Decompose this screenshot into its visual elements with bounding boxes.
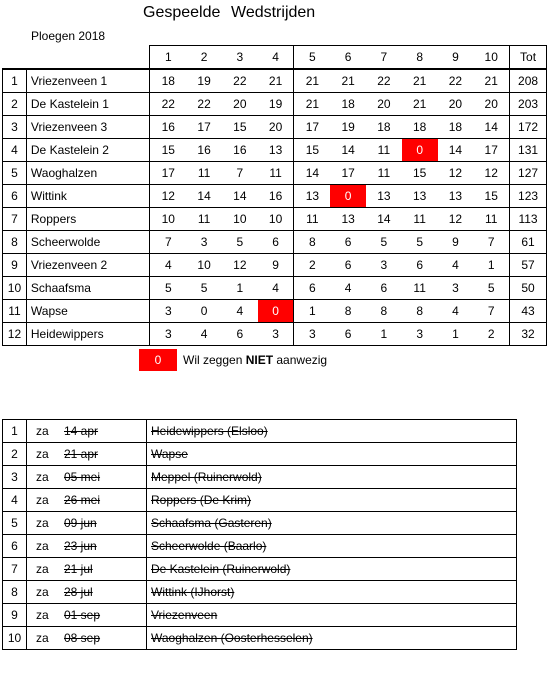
- schedule-row: [3, 489, 517, 512]
- team-score: 16: [186, 139, 222, 162]
- schedule-day: za: [36, 585, 49, 599]
- team-score: 17: [186, 116, 222, 139]
- team-name: Wittink: [26, 185, 150, 208]
- team-score: 7: [473, 300, 509, 323]
- round-header-4: 4: [258, 46, 294, 70]
- schedule-opponent: Vriezenveen: [147, 604, 517, 627]
- schedule-date: [27, 512, 147, 535]
- schedule-opponent: De Kastelein (Ruinerwold): [147, 558, 517, 581]
- team-score: 0: [258, 300, 294, 323]
- legend-text: Wil zeggen NIET aanwezig: [183, 353, 328, 367]
- team-score: 11: [402, 277, 438, 300]
- team-score: 11: [366, 162, 402, 185]
- team-score: 13: [294, 185, 330, 208]
- schedule-date: [27, 466, 147, 489]
- team-score: 13: [438, 185, 474, 208]
- title-part1: Gespeelde: [143, 4, 221, 21]
- schedule-number: 3: [3, 466, 27, 489]
- team-score: 19: [186, 69, 222, 93]
- team-score: 7: [222, 162, 258, 185]
- team-total: 127: [510, 162, 547, 185]
- team-score: 11: [402, 208, 438, 231]
- schedule-day: za: [36, 493, 49, 507]
- team-score: 17: [294, 116, 330, 139]
- team-row: [3, 208, 547, 231]
- team-score: 16: [222, 139, 258, 162]
- team-score: 0: [330, 185, 366, 208]
- schedule-day: za: [36, 470, 49, 484]
- schedule-number: 9: [3, 604, 27, 627]
- team-score: 3: [438, 277, 474, 300]
- team-total: 61: [510, 231, 547, 254]
- team-score: 6: [294, 277, 330, 300]
- team-score: 0: [402, 139, 438, 162]
- team-score: 21: [294, 93, 330, 116]
- schedule-date-text: 05 mei: [64, 470, 101, 484]
- team-rank: 11: [3, 300, 27, 323]
- team-score: 21: [258, 69, 294, 93]
- team-score: 1: [473, 254, 509, 277]
- round-header-3: 3: [222, 46, 258, 70]
- team-score: 17: [330, 162, 366, 185]
- schedule-day: za: [36, 516, 49, 530]
- schedule-number: 2: [3, 443, 27, 466]
- team-score: 4: [330, 277, 366, 300]
- team-row: [3, 254, 547, 277]
- schedule-date: [27, 443, 147, 466]
- schedule-date: [27, 420, 147, 443]
- team-score: 6: [258, 231, 294, 254]
- team-row: [3, 323, 547, 346]
- team-score: 19: [330, 116, 366, 139]
- schedule-date-text: 23 jun: [64, 539, 97, 553]
- schedule-number: 4: [3, 489, 27, 512]
- team-score: 21: [402, 69, 438, 93]
- round-header-9: 9: [438, 46, 474, 70]
- team-score: 10: [222, 208, 258, 231]
- team-score: 16: [150, 116, 186, 139]
- team-score: 14: [222, 185, 258, 208]
- team-score: 7: [150, 231, 186, 254]
- team-row: [3, 300, 547, 323]
- team-score: 1: [222, 277, 258, 300]
- team-score: 6: [330, 254, 366, 277]
- team-rank: 6: [3, 185, 27, 208]
- team-row: [3, 231, 547, 254]
- team-score: 11: [186, 162, 222, 185]
- team-row: [3, 116, 547, 139]
- team-score: 22: [366, 69, 402, 93]
- team-row: [3, 277, 547, 300]
- team-score: 20: [438, 93, 474, 116]
- team-score: 6: [366, 277, 402, 300]
- team-score: 3: [186, 231, 222, 254]
- round-header-5: 5: [294, 46, 330, 70]
- team-name: De Kastelein 2: [26, 139, 150, 162]
- team-rank: 8: [3, 231, 27, 254]
- team-score: 20: [258, 116, 294, 139]
- team-rank: 2: [3, 93, 27, 116]
- team-name: Schaafsma: [26, 277, 150, 300]
- team-score: 15: [150, 139, 186, 162]
- schedule-row: [3, 443, 517, 466]
- team-name: Vriezenveen 1: [26, 69, 150, 93]
- team-score: 22: [186, 93, 222, 116]
- schedule-row: [3, 604, 517, 627]
- team-score: 4: [438, 254, 474, 277]
- teams-header-label: Ploegen 2018: [31, 29, 106, 43]
- team-score: 15: [473, 185, 509, 208]
- team-score: 15: [294, 139, 330, 162]
- team-name: De Kastelein 1: [26, 93, 150, 116]
- team-score: 6: [330, 323, 366, 346]
- round-header-2: 2: [186, 46, 222, 70]
- schedule-number: 5: [3, 512, 27, 535]
- team-score: 3: [258, 323, 294, 346]
- team-score: 10: [150, 208, 186, 231]
- team-score: 6: [402, 254, 438, 277]
- schedule-number: 7: [3, 558, 27, 581]
- schedule-opponent: Heidewippers (Elsloo): [147, 420, 517, 443]
- team-total: 50: [510, 277, 547, 300]
- team-score: 13: [330, 208, 366, 231]
- team-score: 9: [258, 254, 294, 277]
- team-name: Vriezenveen 2: [26, 254, 150, 277]
- scores-table: [2, 45, 547, 346]
- schedule-row: [3, 512, 517, 535]
- team-rank: 4: [3, 139, 27, 162]
- team-total: 32: [510, 323, 547, 346]
- team-score: 5: [473, 277, 509, 300]
- scores-header-row: [3, 46, 547, 70]
- team-score: 18: [330, 93, 366, 116]
- team-score: 11: [294, 208, 330, 231]
- team-score: 22: [150, 93, 186, 116]
- team-score: 12: [438, 162, 474, 185]
- team-score: 12: [438, 208, 474, 231]
- schedule-day: za: [36, 608, 49, 622]
- team-row: [3, 162, 547, 185]
- team-score: 2: [473, 323, 509, 346]
- team-score: 14: [366, 208, 402, 231]
- schedule-row: [3, 535, 517, 558]
- team-score: 4: [222, 300, 258, 323]
- team-score: 14: [473, 116, 509, 139]
- team-score: 22: [438, 69, 474, 93]
- team-name: Vriezenveen 3: [26, 116, 150, 139]
- team-score: 3: [150, 323, 186, 346]
- team-name: Wapse: [26, 300, 150, 323]
- team-score: 0: [186, 300, 222, 323]
- team-rank: 10: [3, 277, 27, 300]
- team-total: 208: [510, 69, 547, 93]
- schedule-row: [3, 581, 517, 604]
- team-score: 3: [366, 254, 402, 277]
- team-score: 21: [294, 69, 330, 93]
- round-header-6: 6: [330, 46, 366, 70]
- team-row: [3, 139, 547, 162]
- team-score: 10: [186, 254, 222, 277]
- schedule-row: [3, 466, 517, 489]
- schedule-day: za: [36, 631, 49, 645]
- team-score: 18: [402, 116, 438, 139]
- team-rank: 3: [3, 116, 27, 139]
- team-score: 19: [258, 93, 294, 116]
- schedule-opponent: Scheerwolde (Baarlo): [147, 535, 517, 558]
- team-score: 15: [402, 162, 438, 185]
- team-name: Roppers: [26, 208, 150, 231]
- schedule-date-text: 21 apr: [64, 447, 99, 461]
- schedule-day: za: [36, 539, 49, 553]
- round-header-1: 1: [150, 46, 186, 70]
- schedule-date-text: 01 sep: [64, 608, 101, 622]
- round-header-10: 10: [473, 46, 509, 70]
- team-score: 4: [438, 300, 474, 323]
- schedule-date: [27, 489, 147, 512]
- schedule-date: [27, 581, 147, 604]
- round-header-7: 7: [366, 46, 402, 70]
- team-score: 14: [330, 139, 366, 162]
- team-score: 18: [438, 116, 474, 139]
- team-total: 131: [510, 139, 547, 162]
- schedule-day: za: [36, 562, 49, 576]
- schedule-date: [27, 558, 147, 581]
- team-score: 4: [186, 323, 222, 346]
- schedule-opponent: Meppel (Ruinerwold): [147, 466, 517, 489]
- team-score: 8: [294, 231, 330, 254]
- schedule-date-text: 14 apr: [64, 424, 99, 438]
- team-score: 18: [150, 69, 186, 93]
- team-score: 8: [330, 300, 366, 323]
- team-score: 5: [222, 231, 258, 254]
- team-total: 57: [510, 254, 547, 277]
- team-rank: 7: [3, 208, 27, 231]
- team-score: 3: [402, 323, 438, 346]
- team-row: [3, 69, 547, 93]
- team-score: 1: [294, 300, 330, 323]
- team-score: 7: [473, 231, 509, 254]
- team-score: 12: [473, 162, 509, 185]
- team-row: [3, 185, 547, 208]
- team-name: Heidewippers: [26, 323, 150, 346]
- team-total: 123: [510, 185, 547, 208]
- team-score: 14: [186, 185, 222, 208]
- team-score: 11: [473, 208, 509, 231]
- team-score: 16: [258, 185, 294, 208]
- team-name: Waoghalzen: [26, 162, 150, 185]
- team-score: 11: [258, 162, 294, 185]
- schedule-number: 6: [3, 535, 27, 558]
- team-score: 2: [294, 254, 330, 277]
- team-score: 17: [473, 139, 509, 162]
- team-score: 21: [473, 69, 509, 93]
- team-score: 11: [366, 139, 402, 162]
- team-score: 15: [222, 116, 258, 139]
- schedule-day: za: [36, 447, 49, 461]
- schedule-date-text: 08 sep: [64, 631, 101, 645]
- team-score: 8: [402, 300, 438, 323]
- team-rank: 12: [3, 323, 27, 346]
- team-score: 13: [366, 185, 402, 208]
- schedule-date: [27, 604, 147, 627]
- team-score: 21: [330, 69, 366, 93]
- team-score: 20: [366, 93, 402, 116]
- schedule-number: 1: [3, 420, 27, 443]
- schedule-row: [3, 627, 517, 650]
- schedule-day: za: [36, 424, 49, 438]
- schedule-date: [27, 535, 147, 558]
- team-score: 5: [186, 277, 222, 300]
- team-total: 203: [510, 93, 547, 116]
- team-score: 10: [258, 208, 294, 231]
- team-score: 8: [366, 300, 402, 323]
- team-score: 20: [473, 93, 509, 116]
- schedule-table: [2, 419, 517, 650]
- team-row: [3, 93, 547, 116]
- schedule-opponent: Wittink (IJhorst): [147, 581, 517, 604]
- team-score: 18: [366, 116, 402, 139]
- schedule-opponent: Roppers (De Krim): [147, 489, 517, 512]
- round-header-8: 8: [402, 46, 438, 70]
- schedule-opponent: Waoghalzen (Oosterhesselen): [147, 627, 517, 650]
- team-score: 11: [186, 208, 222, 231]
- schedule-date-text: 21 jul: [64, 562, 93, 576]
- team-rank: 1: [3, 69, 27, 93]
- team-score: 1: [438, 323, 474, 346]
- schedule-date-text: 09 jun: [64, 516, 97, 530]
- team-score: 21: [402, 93, 438, 116]
- team-score: 6: [330, 231, 366, 254]
- team-score: 3: [150, 300, 186, 323]
- schedule-date-text: 28 jul: [64, 585, 93, 599]
- team-score: 12: [222, 254, 258, 277]
- schedule-row: [3, 558, 517, 581]
- team-score: 12: [150, 185, 186, 208]
- schedule-row: [3, 420, 517, 443]
- schedule-number: 8: [3, 581, 27, 604]
- team-score: 1: [366, 323, 402, 346]
- team-score: 5: [366, 231, 402, 254]
- total-header: Tot: [510, 46, 547, 70]
- title-part2: Wedstrijden: [231, 4, 316, 21]
- team-score: 5: [150, 277, 186, 300]
- schedule-date: [27, 627, 147, 650]
- team-score: 5: [402, 231, 438, 254]
- team-total: 172: [510, 116, 547, 139]
- team-score: 17: [150, 162, 186, 185]
- team-score: 13: [258, 139, 294, 162]
- team-score: 14: [438, 139, 474, 162]
- schedule-number: 10: [3, 627, 27, 650]
- schedule-opponent: Wapse: [147, 443, 517, 466]
- team-score: 4: [258, 277, 294, 300]
- team-score: 6: [222, 323, 258, 346]
- team-score: 9: [438, 231, 474, 254]
- team-score: 4: [150, 254, 186, 277]
- team-score: 20: [222, 93, 258, 116]
- team-rank: 9: [3, 254, 27, 277]
- team-total: 43: [510, 300, 547, 323]
- team-score: 13: [402, 185, 438, 208]
- legend-absent-swatch: 0: [139, 349, 177, 371]
- team-name: Scheerwolde: [26, 231, 150, 254]
- team-score: 3: [294, 323, 330, 346]
- team-score: 22: [222, 69, 258, 93]
- team-rank: 5: [3, 162, 27, 185]
- team-total: 113: [510, 208, 547, 231]
- schedule-opponent: Schaafsma (Gasteren): [147, 512, 517, 535]
- schedule-date-text: 26 mei: [64, 493, 101, 507]
- team-score: 14: [294, 162, 330, 185]
